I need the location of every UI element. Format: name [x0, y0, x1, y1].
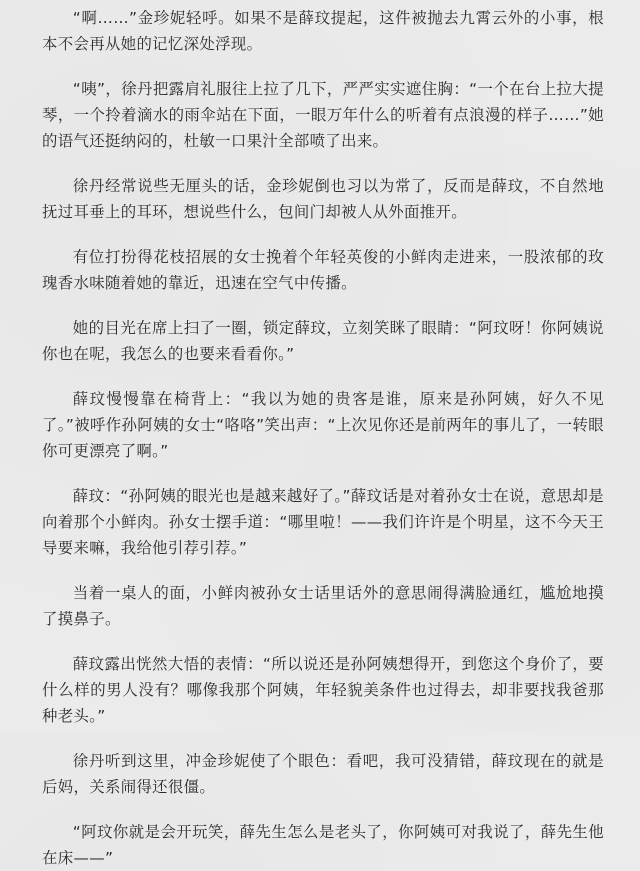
paragraph-8: 当着一桌人的面，小鲜肉被孙女士话里话外的意思闹得满脸通红，尴尬地摸了摸鼻子。 — [42, 584, 604, 628]
paragraph-1: “啊……”金珍妮轻呼。如果不是薛玟提起，这件被抛去九霄云外的小事，根本不会再从她的记忆深处浮现。 — [42, 9, 604, 53]
paragraph-10: 徐丹听到这里，冲金珍妮使了个眼色：看吧，我可没猜错，薛玟现在的就是后妈，关系闹得还很僵。 — [42, 752, 604, 796]
paragraph-3: 徐丹经常说些无厘头的话，金珍妮倒也习以为常了，反而是薛玟，不自然地抚过耳垂上的耳环，想说些什么，包间门却被人从外面推开。 — [42, 177, 604, 221]
paragraph-9: 薛玟露出恍然大悟的表情：“所以说还是孙阿姨想得开，到您这个身价了，要什么样的男人没有？哪像我那个阿姨，年轻貌美条件也过得去，却非要找我爸那种老头。” — [42, 655, 604, 725]
paragraph-11: “阿玟你就是会开玩笑，薛先生怎么是老头了，你阿姨可对我说了，薛先生他在床——” — [42, 823, 604, 867]
paragraph-4: 有位打扮得花枝招展的女士挽着个年轻英俊的小鲜肉走进来，一股浓郁的玫瑰香水味随着她的靠近，迅速在空气中传播。 — [42, 248, 604, 292]
paragraph-5: 她的目光在席上扫了一圈，锁定薛玟，立刻笑眯了眼睛：“阿玟呀！你阿姨说你也在呢，我怎么的也要来看看你。” — [42, 319, 604, 363]
paragraph-7: 薛玟：“孙阿姨的眼光也是越来越好了。”薛玟话是对着孙女士在说，意思却是向着那个小鲜肉。孙女士摆手道：“哪里啦！——我们许许是个明星，这不今天王导要来嘛，我给他引荐引荐。” — [42, 487, 604, 557]
paragraph-2: “咦”，徐丹把露肩礼服往上拉了几下，严严实实遮住胸：“一个在台上拉大提琴，一个拎着滴水的雨伞站在下面，一眼万年什么的听着有点浪漫的样子……”她的语气还挺纳闷的，杜敏一口果汁全部喷了出来。 — [42, 80, 604, 150]
paragraph-6: 薛玟慢慢靠在椅背上：“我以为她的贵客是谁，原来是孙阿姨，好久不见了。”被呼作孙阿姨的女士“咯咯”笑出声：“上次见你还是前两年的事儿了，一转眼你可更漂亮了啊。” — [42, 390, 604, 460]
